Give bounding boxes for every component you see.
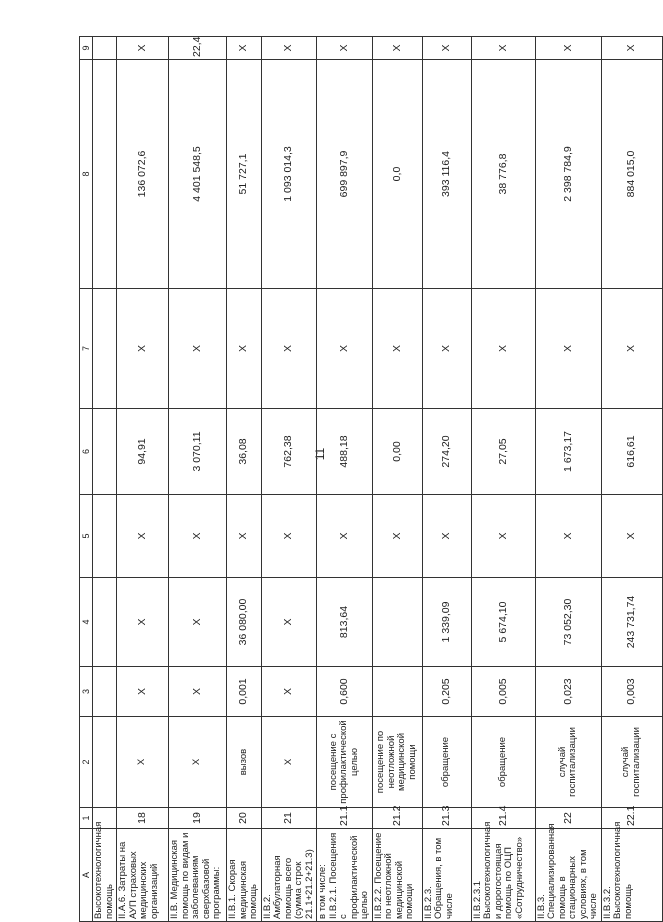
table-cell: X (261, 578, 317, 667)
table-cell: вызов (227, 717, 262, 808)
table-cell: 136 072,6 (117, 60, 169, 289)
table-cell: 21 (261, 808, 317, 829)
table-cell: X (261, 495, 317, 578)
table-row (317, 37, 373, 922)
table-cell: X (261, 717, 317, 808)
table-cell: X (372, 37, 422, 60)
table-row (601, 37, 662, 922)
table-cell: X (261, 289, 317, 409)
table-cell: II.В.2. Амбулаторная помощь всего (сумма строк 21.1+21.2+21.3) (261, 829, 317, 922)
table-cell (93, 495, 117, 578)
table-cell: 699 897,9 (317, 60, 373, 289)
table-cell: 762,38 (261, 409, 317, 495)
column-header: 8 (80, 60, 93, 289)
table-cell: 18 (117, 808, 169, 829)
table-cell: X (169, 495, 227, 578)
page-number: 11 (313, 447, 327, 461)
table-cell: 0,023 (535, 667, 601, 717)
table-cell: X (227, 37, 262, 60)
table-cell: 0,001 (227, 667, 262, 717)
rotated-table-frame (79, 36, 642, 922)
table-cell: II.А.6. Затраты на АУП страховых медицинских организаций (117, 829, 169, 922)
table-cell: 0,0 (372, 60, 422, 289)
table-cell: X (227, 495, 262, 578)
table-row (422, 37, 471, 922)
table-cell: X (117, 667, 169, 717)
table-cell: X (117, 37, 169, 60)
table-cell: 0,205 (422, 667, 471, 717)
table-cell: II.В.1. Скорая медицинская помощь (227, 829, 262, 922)
table-cell: 36 080,00 (227, 578, 262, 667)
table-cell: 4 401 548,5 (169, 60, 227, 289)
table-header-row (80, 37, 93, 922)
table-cell: X (372, 495, 422, 578)
table-row (227, 37, 262, 922)
column-header: 9 (80, 37, 93, 60)
table-cell: X (169, 578, 227, 667)
table-cell: X (117, 578, 169, 667)
table-cell: 1 339,09 (422, 578, 471, 667)
table-cell (93, 37, 117, 60)
table-cell (93, 289, 117, 409)
table-cell: X (601, 495, 662, 578)
table-cell: X (422, 289, 471, 409)
table-cell: 21.3 (422, 808, 471, 829)
table-cell: X (372, 289, 422, 409)
table-cell: 393 116,4 (422, 60, 471, 289)
table-cell: Высокотехнологичная помощь (93, 829, 117, 922)
table-cell: посещение с профилактической целью (317, 717, 373, 808)
table-cell: 36,08 (227, 409, 262, 495)
table-cell: 27,05 (471, 409, 535, 495)
table-cell: 5 674,10 (471, 578, 535, 667)
table-cell: X (227, 289, 262, 409)
table-cell: 488,18 (317, 409, 373, 495)
table-cell (93, 717, 117, 808)
table-cell: II.В.2.2. Посещение по неотложной медицинской помощи (372, 829, 422, 922)
table-cell: 20 (227, 808, 262, 829)
column-header: 5 (80, 495, 93, 578)
table-cell: X (422, 37, 471, 60)
table-cell: в том числе: II.В.2.1. Посещения с профилактической целью (317, 829, 373, 922)
table-cell: 1 093 014,3 (261, 60, 317, 289)
table-cell: X (261, 667, 317, 717)
table-cell (93, 60, 117, 289)
table-cell (93, 578, 117, 667)
column-header: 6 (80, 409, 93, 495)
table-cell: 0,003 (601, 667, 662, 717)
table-cell: обращение (422, 717, 471, 808)
table-cell: X (117, 289, 169, 409)
table-cell: случай госпитализации (601, 717, 662, 808)
column-header: 7 (80, 289, 93, 409)
table-cell (93, 667, 117, 717)
table-cell: X (471, 495, 535, 578)
table-cell: X (471, 289, 535, 409)
table-row (169, 37, 227, 922)
column-header: А (80, 829, 93, 922)
table-cell: X (117, 717, 169, 808)
table-cell: II.В. Медицинская помощь по видам и заболеваниям сверхбазовой программы: (169, 829, 227, 922)
table-cell (93, 409, 117, 495)
budget-table (79, 36, 663, 922)
table-cell: посещение по неотложной медицинской помощи (372, 717, 422, 808)
table-cell: X (169, 289, 227, 409)
table-cell: 243 731,74 (601, 578, 662, 667)
table-cell: 0,00 (372, 409, 422, 495)
table-row (471, 37, 535, 922)
table-cell: X (471, 37, 535, 60)
table-cell: II.В.2.3. Обращения, в том числе (422, 829, 471, 922)
column-header: 4 (80, 578, 93, 667)
table-row (261, 37, 317, 922)
table-cell: X (317, 289, 373, 409)
table-cell: X (169, 717, 227, 808)
table-cell: 884 015,0 (601, 60, 662, 289)
table-cell: 21.4 (471, 808, 535, 829)
table-cell: 1 673,17 (535, 409, 601, 495)
table-cell: 0,600 (317, 667, 373, 717)
table-cell: X (535, 289, 601, 409)
table-cell: X (261, 37, 317, 60)
table-cell (372, 667, 422, 717)
table-row (117, 37, 169, 922)
table-cell: обращение (471, 717, 535, 808)
table-cell: 21.1 (317, 808, 373, 829)
table-cell: II.В.3.2. Высокотехнологичная помощь (601, 829, 662, 922)
table-cell: X (535, 495, 601, 578)
table-cell: X (317, 495, 373, 578)
table-cell: X (169, 667, 227, 717)
table-row (93, 37, 117, 922)
table-cell: X (601, 37, 662, 60)
table-cell: X (317, 37, 373, 60)
table-cell: X (117, 495, 169, 578)
table-cell: 19 (169, 808, 227, 829)
table-cell: 274,20 (422, 409, 471, 495)
table-cell: 22 (535, 808, 601, 829)
table-cell: 22,4 (169, 37, 227, 60)
table-cell: II.В.3. Специализированная помощь в стационарных условиях, в том числе (535, 829, 601, 922)
column-header: 1 (80, 808, 93, 829)
table-cell: 616,61 (601, 409, 662, 495)
table-cell: II.В.2.3.1 Высокотехнологичная и дорогостоящая помощь по ОЦП «Сотрудничество» (471, 829, 535, 922)
table-row (535, 37, 601, 922)
table-cell: 0,005 (471, 667, 535, 717)
table-row (372, 37, 422, 922)
table-cell: 813,64 (317, 578, 373, 667)
table-cell: 38 776,8 (471, 60, 535, 289)
table-cell: 2 398 784,9 (535, 60, 601, 289)
table-cell: 94,91 (117, 409, 169, 495)
table-cell: случай госпитализации (535, 717, 601, 808)
table-cell: 22.1 (601, 808, 662, 829)
column-header: 2 (80, 717, 93, 808)
table-cell: 21.2 (372, 808, 422, 829)
table-cell: 51 727,1 (227, 60, 262, 289)
table-cell: X (422, 495, 471, 578)
table-cell: X (601, 289, 662, 409)
column-header: 3 (80, 667, 93, 717)
table-cell: 3 070,11 (169, 409, 227, 495)
table-cell: 73 052,30 (535, 578, 601, 667)
table-cell (372, 578, 422, 667)
table-cell: X (535, 37, 601, 60)
